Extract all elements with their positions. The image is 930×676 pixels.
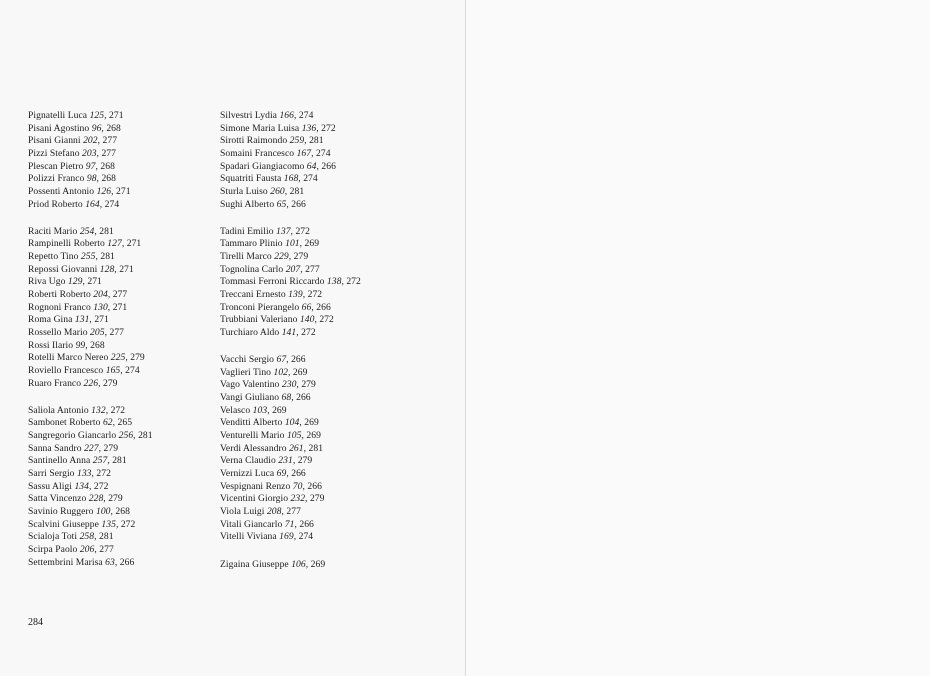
entry-plate-number: 71 <box>284 518 295 530</box>
index-entry <box>220 161 420 174</box>
entry-name: Tronconi Pierangelo <box>220 301 300 313</box>
entry-plate-number: 139 <box>288 289 303 301</box>
entry-page-ref: , 272 <box>115 518 136 530</box>
entry-name: Pisani Agostino <box>28 122 90 134</box>
entry-name: Repossi Giovanni <box>28 263 98 275</box>
entry-plate-number: 208 <box>266 506 282 518</box>
entry-plate-number: 97 <box>85 160 96 172</box>
entry-page-ref: , 277 <box>94 544 114 555</box>
index-entry <box>28 544 213 557</box>
entry-page-ref: , 274 <box>311 147 331 159</box>
entry-plate-number: 206 <box>79 544 95 555</box>
entry-name: Santinello Anna <box>28 455 91 467</box>
index-entry <box>28 417 213 430</box>
entry-plate-number: 62 <box>102 417 113 429</box>
index-entry <box>220 430 420 443</box>
entry-page-ref: , 266 <box>291 392 311 404</box>
index-entry <box>220 289 420 302</box>
entry-plate-number: 205 <box>90 327 105 338</box>
entry-name: Ruaro Franco <box>28 377 82 389</box>
entry-name: Plescan Pietro <box>28 160 84 172</box>
entry-page-ref: , 266 <box>114 556 135 568</box>
entry-page-ref: , 268 <box>96 173 116 185</box>
entry-name: Silvestri Lydia <box>220 110 277 121</box>
entry-plate-number: 126 <box>96 185 112 197</box>
index-entry <box>220 468 420 481</box>
entry-plate-number: 100 <box>95 506 111 518</box>
index-entry <box>28 455 213 468</box>
entry-page-ref: , 281 <box>94 225 114 237</box>
entry-plate-number: 168 <box>283 173 299 185</box>
entry-plate-number: 103 <box>252 404 268 416</box>
entry-page-ref: , 277 <box>300 263 320 275</box>
entry-page-ref: , 269 <box>299 417 319 429</box>
entry-name: Tirelli Marco <box>220 251 272 263</box>
index-column-1 <box>28 110 213 584</box>
index-letter-group <box>220 354 420 544</box>
entry-plate-number: 230 <box>281 379 297 391</box>
entry-page-ref: , 271 <box>82 276 102 288</box>
entry-plate-number: 255 <box>80 251 96 263</box>
entry-plate-number: 260 <box>270 185 285 197</box>
index-entry <box>28 148 213 161</box>
entry-page-ref: , 281 <box>95 251 115 263</box>
entry-page-ref: , 279 <box>103 493 123 505</box>
entry-plate-number: 226 <box>83 377 99 389</box>
entry-page-ref: , 266 <box>311 301 331 313</box>
entry-page-ref: , 272 <box>296 327 316 338</box>
index-entry <box>28 531 213 544</box>
entry-page-ref: , 281 <box>107 455 127 467</box>
entry-name: Trubbiani Valeriano <box>220 314 298 326</box>
entry-plate-number: 65 <box>276 198 287 210</box>
index-entry <box>28 123 213 136</box>
entry-page-ref: , 279 <box>125 352 145 364</box>
index-entry <box>28 302 213 315</box>
index-entry <box>220 302 420 315</box>
entry-page-ref: , 268 <box>95 160 115 172</box>
index-entry <box>220 506 420 519</box>
entry-name: Zigaina Giuseppe <box>220 558 289 570</box>
entry-name: Rotelli Marco Nereo <box>28 352 109 364</box>
index-entry <box>28 276 213 289</box>
entry-name: Sambonet Roberto <box>28 417 101 429</box>
entry-plate-number: 136 <box>301 122 317 134</box>
entry-name: Scalvini Giuseppe <box>28 518 99 530</box>
entry-page-ref: , 272 <box>91 468 111 480</box>
entry-plate-number: 261 <box>289 442 304 454</box>
entry-plate-number: 257 <box>92 455 108 467</box>
index-entry <box>220 110 420 123</box>
entry-plate-number: 70 <box>292 480 303 492</box>
entry-page-ref: , 279 <box>292 455 313 467</box>
entry-plate-number: 138 <box>326 276 342 288</box>
index-entry <box>220 417 420 430</box>
entry-plate-number: 98 <box>86 173 97 185</box>
entry-page-ref: , 271 <box>121 238 142 250</box>
index-entry <box>28 135 213 148</box>
index-letter-group <box>28 226 213 391</box>
index-entry <box>220 327 420 340</box>
entry-name: Tammaro Plinio <box>220 238 283 250</box>
index-entry <box>220 455 420 468</box>
entry-name: Pignatelli Luca <box>28 110 88 121</box>
entry-page-ref: , 271 <box>111 185 131 197</box>
entry-page-ref: , 277 <box>281 506 301 518</box>
index-entry <box>220 354 420 367</box>
entry-plate-number: 166 <box>279 110 294 121</box>
entry-name: Polizzi Franco <box>28 173 85 185</box>
index-entry <box>220 405 420 418</box>
entry-name: Settembrini Marisa <box>28 556 103 568</box>
entry-name: Rampinelli Roberto <box>28 238 105 250</box>
entry-name: Sirotti Raimondo <box>220 135 288 147</box>
entry-page-ref: , 274 <box>298 173 318 185</box>
entry-page-ref: , 268 <box>85 339 105 351</box>
entry-name: Scirpa Paolo <box>28 544 78 555</box>
entry-name: Vitelli Viviana <box>220 531 277 543</box>
entry-plate-number: 164 <box>85 198 100 210</box>
index-entry <box>220 276 420 289</box>
entry-name: Roma Gina <box>28 314 73 326</box>
entry-plate-number: 130 <box>93 301 108 313</box>
entry-plate-number: 231 <box>278 455 293 467</box>
entry-name: Roberti Roberto <box>28 289 91 301</box>
entry-plate-number: 96 <box>91 122 102 134</box>
entry-name: Turchiaro Aldo <box>220 327 280 338</box>
entry-name: Repetto Tino <box>28 251 79 263</box>
index-entry <box>220 264 420 277</box>
index-entry <box>28 314 213 327</box>
entry-page-ref: , 279 <box>305 493 325 505</box>
entry-name: Vacchi Sergio <box>220 354 275 366</box>
index-entry <box>28 327 213 340</box>
entry-page-ref: , 269 <box>288 366 308 378</box>
entry-plate-number: 134 <box>74 480 89 492</box>
entry-page-ref: , 279 <box>98 377 118 389</box>
entry-page-ref: , 265 <box>112 417 133 429</box>
entry-name: Vitali Giancarlo <box>220 518 283 530</box>
entry-plate-number: 101 <box>285 238 300 250</box>
index-letter-group <box>220 226 420 340</box>
entry-page-ref: , 271 <box>104 110 124 121</box>
index-entry <box>220 199 420 212</box>
index-entry <box>220 443 420 456</box>
entry-plate-number: 99 <box>75 339 86 351</box>
entry-plate-number: 169 <box>279 531 294 543</box>
index-entry <box>220 186 420 199</box>
entry-plate-number: 258 <box>79 531 95 543</box>
entry-plate-number: 106 <box>291 558 306 570</box>
entry-page-ref: , 266 <box>286 198 306 210</box>
entry-page-ref: , 277 <box>107 289 128 301</box>
entry-page-ref: , 281 <box>304 135 324 147</box>
entry-name: Viola Luigi <box>220 506 265 518</box>
entry-plate-number: 64 <box>306 160 317 172</box>
entry-plate-number: 140 <box>299 314 315 326</box>
entry-page-ref: , 272 <box>316 122 336 134</box>
entry-page-ref: , 274 <box>120 364 140 376</box>
entry-page-ref: , 272 <box>302 289 323 301</box>
entry-page-ref: , 281 <box>303 442 324 454</box>
entry-name: Rossi Ilario <box>28 339 74 351</box>
entry-page-ref: , 269 <box>299 238 320 250</box>
index-letter-group <box>28 110 213 211</box>
entry-plate-number: 104 <box>284 417 300 429</box>
entry-name: Possenti Antonio <box>28 185 95 197</box>
entry-page-ref: , 281 <box>94 531 114 543</box>
index-entry <box>28 468 213 481</box>
entry-page-ref: , 271 <box>107 301 128 313</box>
index-entry <box>28 493 213 506</box>
index-entry <box>28 186 213 199</box>
entry-plate-number: 141 <box>281 327 297 338</box>
entry-plate-number: 202 <box>83 135 98 147</box>
index-entry <box>28 506 213 519</box>
index-entry <box>220 519 420 532</box>
entry-plate-number: 165 <box>105 364 121 376</box>
index-entry <box>28 378 213 391</box>
entry-page-ref: , 268 <box>110 506 130 518</box>
entry-page-ref: , 281 <box>284 185 305 197</box>
page-number: 284 <box>28 617 43 628</box>
entry-page-ref: , 266 <box>316 160 336 172</box>
entry-name: Sassu Aligi <box>28 480 72 492</box>
entry-name: Priod Roberto <box>28 198 83 210</box>
index-entry <box>220 314 420 327</box>
entry-name: Verdi Alessandro <box>220 442 287 454</box>
entry-page-ref: , 277 <box>104 327 125 338</box>
entry-plate-number: 131 <box>74 314 90 326</box>
entry-name: Vespignani Renzo <box>220 480 291 492</box>
entry-name: Sanna Sandro <box>28 442 82 454</box>
entry-page-ref: , 271 <box>114 263 134 275</box>
index-entry <box>220 135 420 148</box>
index-entry <box>28 289 213 302</box>
entry-name: Rognoni Franco <box>28 301 91 313</box>
index-entry <box>28 238 213 251</box>
index-entry <box>220 481 420 494</box>
entry-name: Tommasi Ferroni Riccardo <box>220 276 325 288</box>
index-entry <box>220 123 420 136</box>
entry-plate-number: 129 <box>67 276 83 288</box>
index-entry <box>220 173 420 186</box>
entry-name: Pizzi Stefano <box>28 147 80 159</box>
entry-plate-number: 137 <box>276 225 291 237</box>
index-entry <box>220 148 420 161</box>
entry-name: Savinio Ruggero <box>28 506 94 518</box>
entry-plate-number: 69 <box>276 468 287 480</box>
entry-plate-number: 207 <box>285 263 301 275</box>
entry-plate-number: 256 <box>118 430 134 442</box>
entry-plate-number: 66 <box>301 301 312 313</box>
entry-page-ref: , 279 <box>296 379 316 391</box>
entry-page-ref: , 277 <box>97 135 118 147</box>
entry-plate-number: 68 <box>281 392 292 404</box>
entry-page-ref: , 274 <box>293 531 314 543</box>
entry-name: Scialoja Toti <box>28 531 78 543</box>
index-letter-group <box>220 559 420 572</box>
index-entry <box>220 238 420 251</box>
index-entry <box>28 519 213 532</box>
entry-name: Sangregorio Giancarlo <box>28 430 117 442</box>
entry-plate-number: 225 <box>110 352 126 364</box>
index-entry <box>28 365 213 378</box>
entry-page-ref: , 272 <box>290 225 310 237</box>
entry-name: Sturla Luiso <box>220 185 268 197</box>
index-entry <box>220 493 420 506</box>
index-entry <box>220 379 420 392</box>
entry-plate-number: 228 <box>88 493 104 505</box>
entry-name: Roviello Francesco <box>28 364 104 376</box>
entry-name: Squatriti Fausta <box>220 173 282 185</box>
entry-plate-number: 63 <box>105 556 115 568</box>
index-entry <box>220 226 420 239</box>
entry-plate-number: 254 <box>79 225 95 237</box>
entry-name: Sarri Sergio <box>28 468 75 480</box>
index-entry <box>28 340 213 353</box>
entry-name: Somaini Francesco <box>220 147 295 159</box>
entry-name: Venditti Alberto <box>220 417 283 429</box>
entry-page-ref: , 279 <box>288 251 309 263</box>
entry-page-ref: , 271 <box>89 314 109 326</box>
entry-page-ref: , 277 <box>96 147 116 159</box>
index-entry <box>28 352 213 365</box>
entry-name: Saliola Antonio <box>28 404 89 416</box>
entry-plate-number: 135 <box>101 518 116 530</box>
entry-plate-number: 127 <box>107 238 122 250</box>
index-entry <box>28 251 213 264</box>
entry-name: Simone Maria Luisa <box>220 122 300 134</box>
entry-name: Vaglieri Tino <box>220 366 272 378</box>
entry-name: Vago Valentino <box>220 379 280 391</box>
entry-name: Verna Claudio <box>220 455 276 467</box>
entry-page-ref: , 272 <box>105 404 126 416</box>
index-entry <box>220 559 420 572</box>
entry-page-ref: , 281 <box>133 430 153 442</box>
entry-name: Velasco <box>220 404 251 416</box>
entry-plate-number: 67 <box>276 354 287 366</box>
entry-page-ref: , 272 <box>341 276 361 288</box>
entry-name: Satta Vincenzo <box>28 493 87 505</box>
entry-plate-number: 229 <box>274 251 289 263</box>
index-entry <box>28 405 213 418</box>
entry-page-ref: , 269 <box>267 404 287 416</box>
entry-name: Tognolina Carlo <box>220 263 284 275</box>
entry-plate-number: 102 <box>273 366 289 378</box>
entry-name: Riva Ugo <box>28 276 66 288</box>
entry-page-ref: , 272 <box>89 480 109 492</box>
index-entry <box>220 251 420 264</box>
index-entry <box>28 199 213 212</box>
entry-page-ref: , 279 <box>98 442 119 454</box>
index-entry <box>28 430 213 443</box>
entry-plate-number: 203 <box>82 147 97 159</box>
entry-plate-number: 232 <box>290 493 306 505</box>
entry-name: Sughi Alberto <box>220 198 275 210</box>
index-entry <box>28 110 213 123</box>
entry-plate-number: 105 <box>286 430 302 442</box>
entry-name: Rossello Mario <box>28 327 88 338</box>
index-entry <box>28 557 213 570</box>
index-letter-group <box>28 405 213 570</box>
index-entry <box>28 481 213 494</box>
entry-page-ref: , 272 <box>314 314 334 326</box>
entry-page-ref: , 266 <box>286 354 306 366</box>
entry-plate-number: 128 <box>99 263 115 275</box>
entry-page-ref: , 268 <box>101 122 121 134</box>
entry-page-ref: , 266 <box>302 480 322 492</box>
entry-plate-number: 133 <box>76 468 92 480</box>
index-column-2 <box>220 110 420 586</box>
entry-name: Vernizzi Luca <box>220 468 275 480</box>
index-entry <box>220 367 420 380</box>
entry-plate-number: 227 <box>84 442 99 454</box>
entry-name: Raciti Mario <box>28 225 78 237</box>
entry-plate-number: 132 <box>91 404 106 416</box>
entry-plate-number: 167 <box>296 147 312 159</box>
index-letter-group <box>220 110 420 211</box>
index-entry <box>28 264 213 277</box>
entry-page-ref: , 274 <box>99 198 120 210</box>
entry-page-ref: , 274 <box>293 110 314 121</box>
entry-page-ref: , 269 <box>301 430 321 442</box>
entry-name: Spadari Giangiacomo <box>220 160 305 172</box>
entry-plate-number: 259 <box>289 135 305 147</box>
entry-page-ref: , 266 <box>286 468 306 480</box>
entry-name: Vangi Giuliano <box>220 392 280 404</box>
right-page-blank <box>466 0 930 676</box>
index-entry <box>28 226 213 239</box>
entry-name: Tadini Emilio <box>220 225 274 237</box>
entry-plate-number: 125 <box>89 110 105 121</box>
index-entry <box>28 161 213 174</box>
index-entry <box>28 443 213 456</box>
index-entry <box>220 392 420 405</box>
entry-name: Treccani Ernesto <box>220 289 286 301</box>
entry-plate-number: 204 <box>93 289 108 301</box>
entry-name: Venturelli Mario <box>220 430 285 442</box>
index-entry <box>28 173 213 186</box>
entry-page-ref: , 269 <box>305 558 326 570</box>
index-entry <box>220 531 420 544</box>
entry-name: Vicentini Giorgio <box>220 493 289 505</box>
entry-name: Pisani Gianni <box>28 135 81 147</box>
entry-page-ref: , 266 <box>294 518 314 530</box>
